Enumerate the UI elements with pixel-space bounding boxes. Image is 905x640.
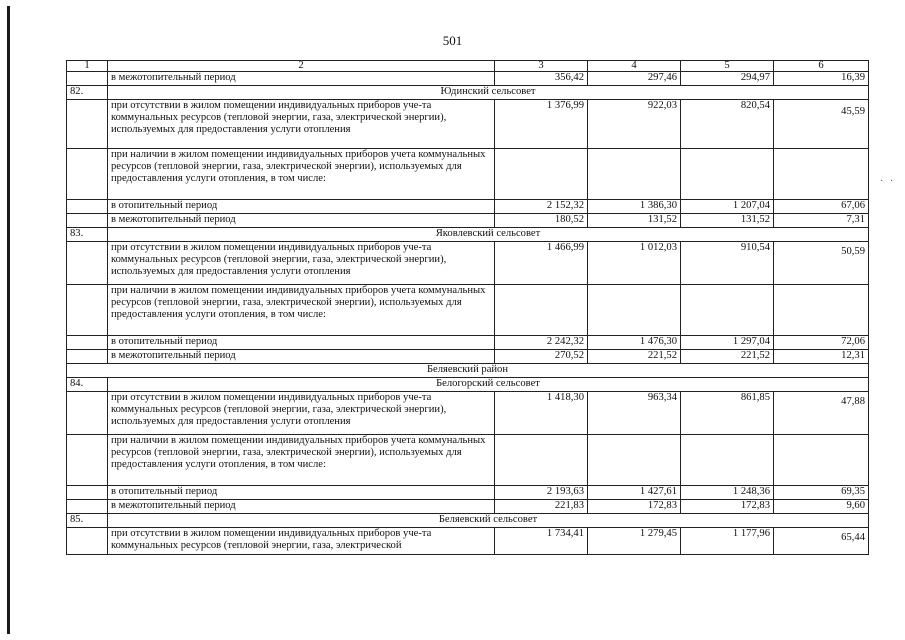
section-title: Юдинский сельсовет xyxy=(108,86,869,100)
table-row xyxy=(67,214,869,228)
table-row xyxy=(67,285,869,336)
value-col5: 1 297,04 xyxy=(681,336,774,350)
section-number: 82. xyxy=(67,86,108,100)
table-row xyxy=(67,486,869,500)
value-col5: 820,54 xyxy=(681,100,774,149)
value-col4: 963,34 xyxy=(588,392,681,435)
value-col4: 172,83 xyxy=(588,500,681,514)
value-col3: 1 734,41 xyxy=(495,528,588,555)
page-edge-bar xyxy=(7,6,10,634)
table-row xyxy=(67,200,869,214)
table-row xyxy=(67,242,869,285)
value-col4: 1 279,45 xyxy=(588,528,681,555)
value-col3: 356,42 xyxy=(495,72,588,86)
value-col6: 69,35 xyxy=(774,486,869,500)
row-label: в межотопительный период xyxy=(108,214,495,228)
value-col3: 1 418,30 xyxy=(495,392,588,435)
section-title: Беляевский сельсовет xyxy=(108,514,869,528)
page-number: 501 xyxy=(442,33,463,48)
col-header-6: 6 xyxy=(774,61,869,72)
row-label: при отсутствии в жилом помещении индивидуальных приборов уче-та коммунальных ресурсов (тепловой энергии, газа, электрической xyxy=(108,528,495,555)
table-row xyxy=(67,350,869,364)
value-col6: 50,59 xyxy=(774,242,869,285)
value-col5: 294,97 xyxy=(681,72,774,86)
row-label: при отсутствии в жилом помещении индивидуальных приборов уче-та коммунальных ресурсов (тепловой энергии, газа, электрической энергии), используемых для предоставления услуги отопления xyxy=(108,242,495,285)
value-col4: 1 476,30 xyxy=(588,336,681,350)
row-label: в межотопительный период xyxy=(108,72,495,86)
section-number: 84. xyxy=(67,378,108,392)
row-label: в отопительный период xyxy=(108,336,495,350)
margin-mark: · · xyxy=(880,176,896,187)
value-col6: 67,06 xyxy=(774,200,869,214)
value-col5: 172,83 xyxy=(681,500,774,514)
value-col5: 861,85 xyxy=(681,392,774,435)
table-row xyxy=(67,528,869,555)
value-col3: 1 376,99 xyxy=(495,100,588,149)
column-header-row xyxy=(67,61,869,72)
value-col4: 221,52 xyxy=(588,350,681,364)
district-header-row xyxy=(67,364,869,378)
value-col3: 1 466,99 xyxy=(495,242,588,285)
table-row xyxy=(67,149,869,200)
row-label: в отопительный период xyxy=(108,200,495,214)
section-title: Белогорский сельсовет xyxy=(108,378,869,392)
col-header-5: 5 xyxy=(681,61,774,72)
value-col4: 1 012,03 xyxy=(588,242,681,285)
tariff-table xyxy=(66,60,869,555)
col-header-2: 2 xyxy=(108,61,495,72)
value-col5: 1 177,96 xyxy=(681,528,774,555)
row-label: при отсутствии в жилом помещении индивидуальных приборов уче-та коммунальных ресурсов (тепловой энергии, газа, электрической энергии), используемых для предоставления услуги отопления xyxy=(108,100,495,149)
row-label: при отсутствии в жилом помещении индивидуальных приборов уче-та коммунальных ресурсов (тепловой энергии, газа, электрической энергии), используемых для предоставления услуги отопления xyxy=(108,392,495,435)
section-header-row xyxy=(67,378,869,392)
col-header-1: 1 xyxy=(67,61,108,72)
value-col3: 2 193,63 xyxy=(495,486,588,500)
table-row xyxy=(67,336,869,350)
value-col4: 297,46 xyxy=(588,72,681,86)
value-col5: 131,52 xyxy=(681,214,774,228)
table-row xyxy=(67,500,869,514)
value-col6: 72,06 xyxy=(774,336,869,350)
value-col5: 1 248,36 xyxy=(681,486,774,500)
section-header-row xyxy=(67,228,869,242)
section-title: Яковлевский сельсовет xyxy=(108,228,869,242)
section-header-row xyxy=(67,86,869,100)
section-header-row xyxy=(67,514,869,528)
value-col6: 9,60 xyxy=(774,500,869,514)
table-row xyxy=(67,100,869,149)
value-col4: 922,03 xyxy=(588,100,681,149)
value-col4: 131,52 xyxy=(588,214,681,228)
col-header-3: 3 xyxy=(495,61,588,72)
value-col6: 12,31 xyxy=(774,350,869,364)
value-col3: 270,52 xyxy=(495,350,588,364)
table-row xyxy=(67,435,869,486)
value-col5: 1 207,04 xyxy=(681,200,774,214)
value-col6: 45,59 xyxy=(774,100,869,149)
value-col6: 16,39 xyxy=(774,72,869,86)
district-title: Беляевский район xyxy=(67,364,869,378)
value-col3: 2 152,32 xyxy=(495,200,588,214)
row-label: при наличии в жилом помещении индивидуальных приборов учета коммунальных ресурсов (тепловой энергии, газа, электрической энергии), используемых для предоставления услуги отопления, в том числе: xyxy=(108,149,495,200)
value-col5: 910,54 xyxy=(681,242,774,285)
value-col5: 221,52 xyxy=(681,350,774,364)
table-row xyxy=(67,72,869,86)
section-number: 85. xyxy=(67,514,108,528)
section-number: 83. xyxy=(67,228,108,242)
row-label: в межотопительный период xyxy=(108,350,495,364)
row-label: в отопительный период xyxy=(108,486,495,500)
value-col3: 221,83 xyxy=(495,500,588,514)
row-label: при наличии в жилом помещении индивидуальных приборов учета коммунальных ресурсов (тепловой энергии, газа, электрической энергии), используемых для предоставления услуги отопления, в том числе: xyxy=(108,435,495,486)
row-label: при наличии в жилом помещении индивидуальных приборов учета коммунальных ресурсов (тепловой энергии, газа, электрической энергии), используемых для предоставления услуги отопления, в том числе: xyxy=(108,285,495,336)
value-col6: 65,44 xyxy=(774,528,869,555)
value-col3: 2 242,32 xyxy=(495,336,588,350)
col-header-4: 4 xyxy=(588,61,681,72)
value-col6: 47,88 xyxy=(774,392,869,435)
value-col4: 1 386,30 xyxy=(588,200,681,214)
value-col3: 180,52 xyxy=(495,214,588,228)
row-label: в межотопительный период xyxy=(108,500,495,514)
value-col4: 1 427,61 xyxy=(588,486,681,500)
table-row xyxy=(67,392,869,435)
value-col6: 7,31 xyxy=(774,214,869,228)
